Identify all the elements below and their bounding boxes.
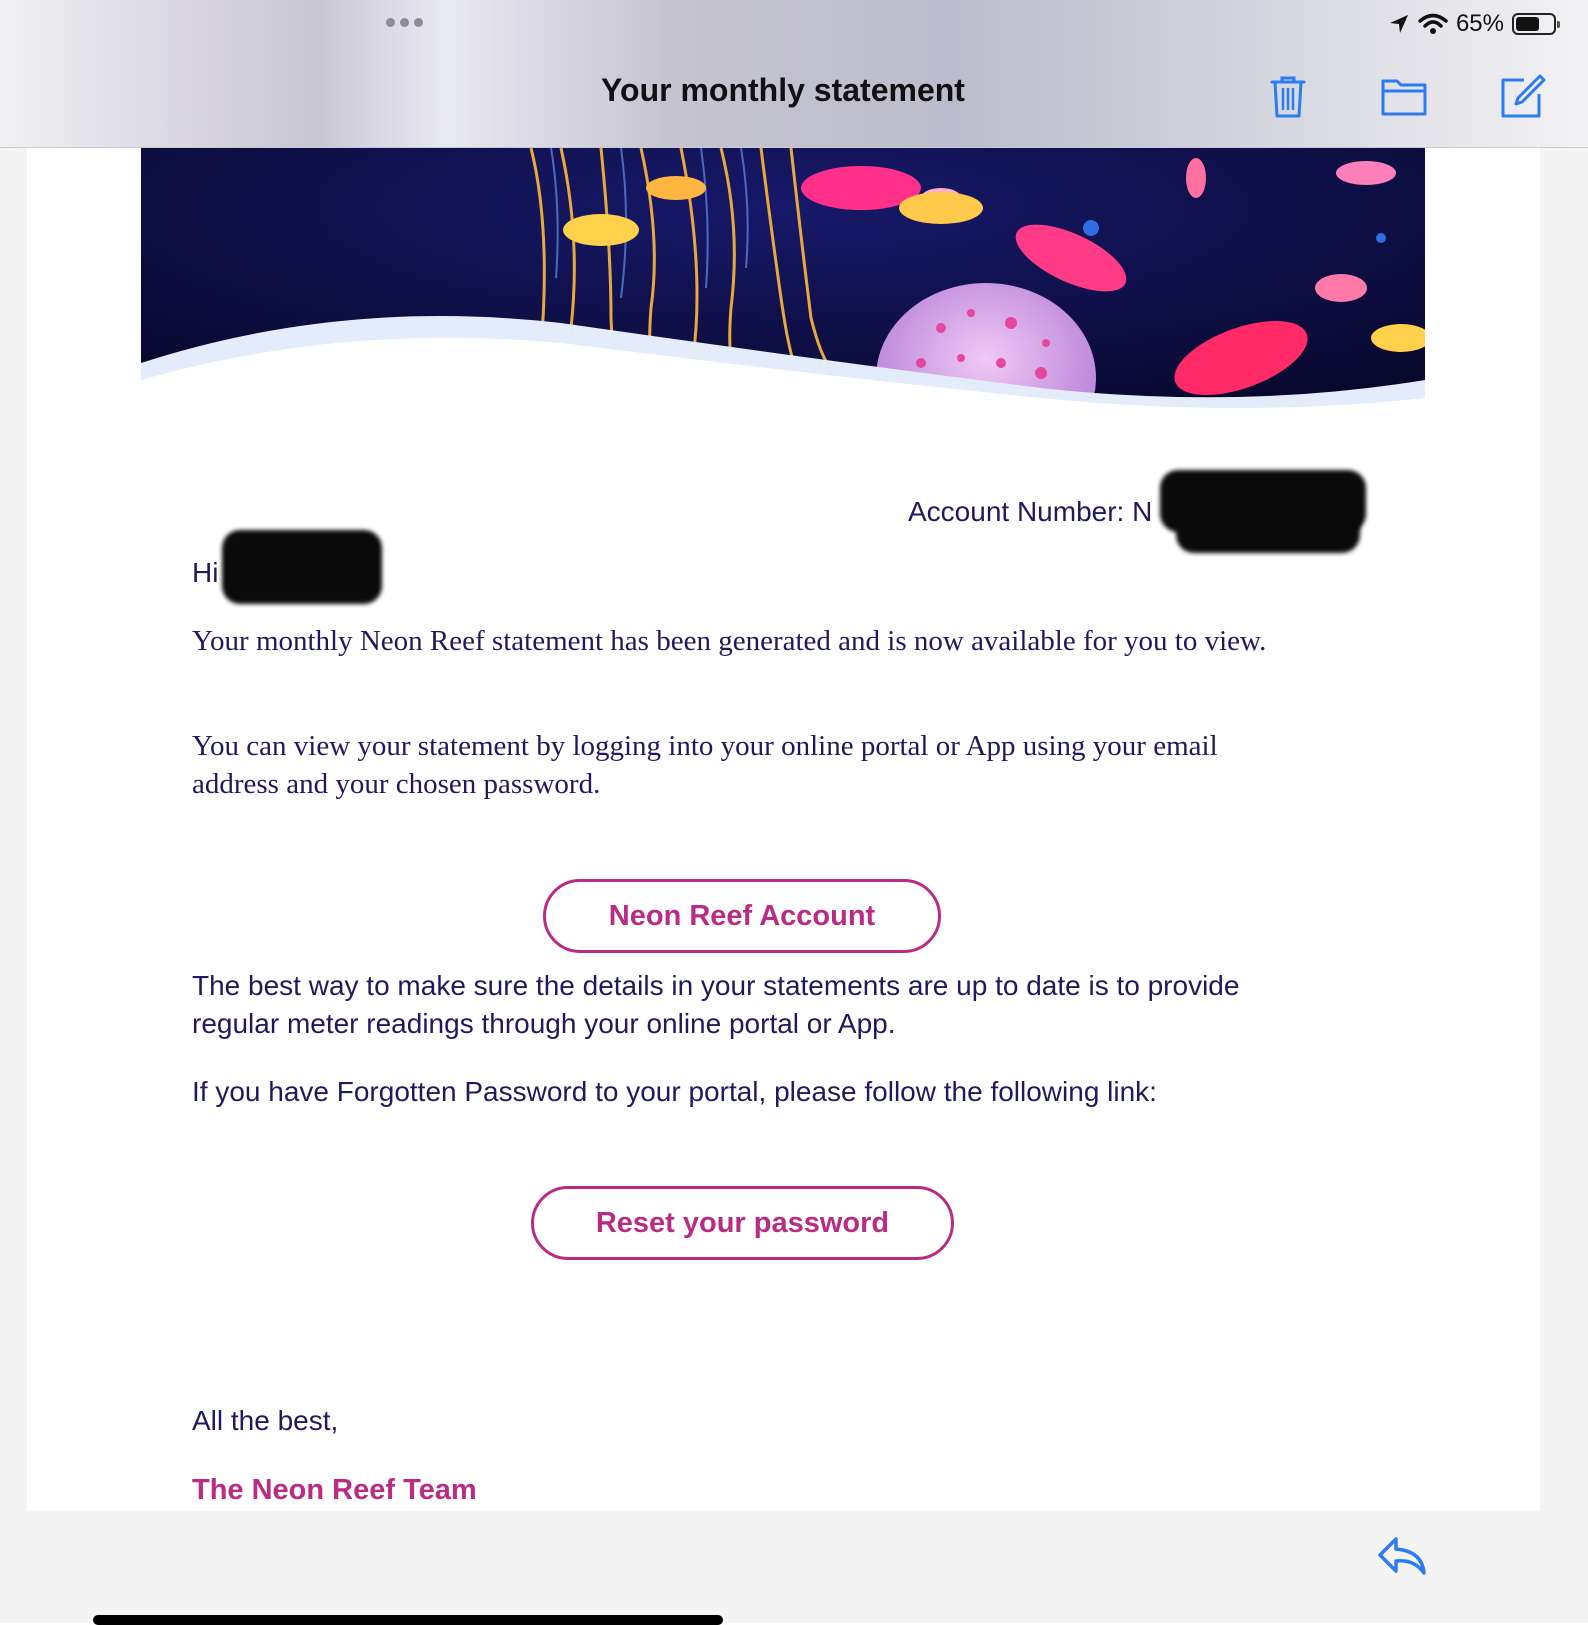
- home-indicator[interactable]: [93, 1615, 723, 1625]
- team-signature: The Neon Reef Team: [192, 1474, 477, 1506]
- bottom-toolbar: [0, 1511, 1588, 1623]
- paragraph-meter-readings: The best way to make sure the details in your statements are up to date is to provide regular meter readings through your online portal or App.: [192, 970, 1240, 1039]
- left-margin: [0, 147, 27, 1511]
- paragraph-forgotten-password: If you have Forgotten Password to your portal, please follow the following link:: [192, 1076, 1157, 1107]
- trash-icon[interactable]: [1264, 72, 1312, 120]
- account-number: Account Number: N: [908, 496, 1153, 527]
- paragraph-view-instructions: You can view your statement by logging into your online portal or App using your email address and your chosen password.: [192, 730, 1218, 800]
- navigation-bar: [0, 0, 1588, 148]
- location-icon: [1388, 13, 1410, 35]
- neon-reef-account-button[interactable]: Neon Reef Account: [543, 879, 941, 953]
- folder-icon[interactable]: [1380, 72, 1428, 120]
- signoff: All the best,: [192, 1405, 339, 1436]
- paragraph-statement-ready: Your monthly Neon Reef statement has been generated and is now available for you to view.: [192, 625, 1267, 657]
- redaction-account-2: [1176, 505, 1360, 553]
- compose-icon[interactable]: [1498, 72, 1546, 120]
- battery-percentage: 65%: [1455, 10, 1504, 37]
- wifi-icon: [1418, 13, 1448, 35]
- right-margin: [1540, 147, 1588, 1511]
- multitasking-dots-icon[interactable]: [386, 18, 423, 27]
- page-title: Your monthly statement: [601, 72, 965, 108]
- reply-icon[interactable]: [1376, 1533, 1428, 1579]
- redaction-name: [222, 530, 382, 604]
- battery-icon: [1512, 13, 1556, 35]
- status-bar: [1388, 10, 1556, 38]
- greeting: Hi: [192, 557, 219, 588]
- hero-banner-image: [141, 148, 1425, 444]
- reset-password-button[interactable]: Reset your password: [531, 1186, 954, 1260]
